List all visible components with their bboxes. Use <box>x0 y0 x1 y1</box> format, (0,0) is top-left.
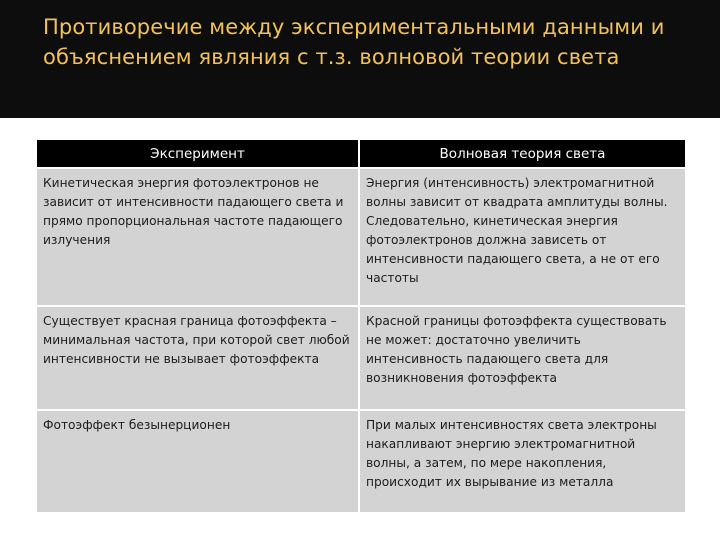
slide-title: Противоречие между экспериментальными данными и объяснением являния с т.з. волновой теории света <box>43 15 665 69</box>
table-row <box>37 168 685 306</box>
header-wave-theory: Волновая теория света <box>359 140 685 168</box>
table-row <box>37 410 685 512</box>
table-header-row <box>37 140 685 168</box>
cell-wave-theory: При малых интенсивностях света электроны накапливают энергию электромагнитной волны, а затем, по мере накопления, происходит их вырывание из металла <box>359 410 685 512</box>
title-bar <box>0 0 720 118</box>
table-row <box>37 306 685 410</box>
cell-experiment: Фотоэффект безынерционен <box>37 410 359 512</box>
cell-experiment: Существует красная граница фотоэффекта – минимальная частота, при которой свет любой интенсивности не вызывает фотоэффекта <box>37 306 359 410</box>
cell-wave-theory: Энергия (интенсивность) электромагнитной волны зависит от квадрата амплитуды волны. Следовательно, кинетическая энергия фотоэлектронов должна зависеть от интенсивности падающего света, а не от его частоты <box>359 168 685 306</box>
cell-wave-theory: Красной границы фотоэффекта существовать не может: достаточно увеличить интенсивность падающего света для возникновения фотоэффекта <box>359 306 685 410</box>
header-experiment: Эксперимент <box>37 140 359 168</box>
comparison-table <box>37 140 685 512</box>
cell-experiment: Кинетическая энергия фотоэлектронов не зависит от интенсивности падающего света и прямо пропорциональная частоте падающего излучения <box>37 168 359 306</box>
